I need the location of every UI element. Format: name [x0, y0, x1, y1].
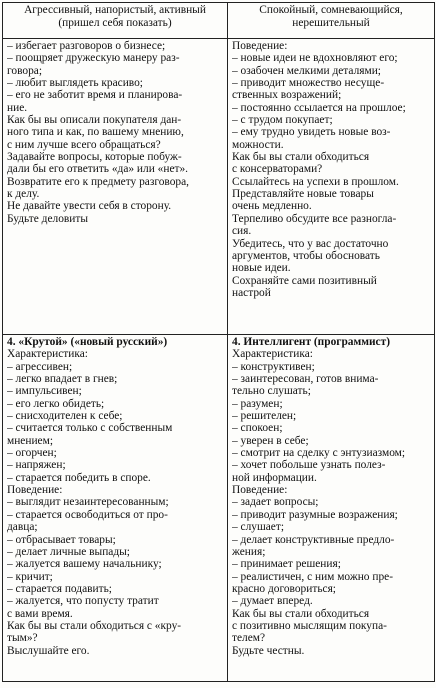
text-line: – принимает решения;	[232, 558, 341, 571]
text-line: – спокоен;	[232, 422, 283, 435]
text-line: – задает вопросы;	[232, 496, 319, 509]
text-line: – старается освободиться от про-	[7, 508, 168, 521]
text-line: Будьте честны.	[232, 644, 305, 657]
text-line: – считается только с собственным	[7, 422, 173, 435]
text-line: – делает конструктивные предло-	[232, 533, 395, 546]
text-line: Представляйте новые товары	[232, 188, 374, 201]
text-line: давца;	[7, 521, 38, 534]
text-line: – озабочен мелкими деталями;	[232, 64, 381, 77]
buyer-types-table	[2, 2, 435, 682]
text-line: – постоянно ссылается на прошлое;	[232, 101, 406, 114]
text-line: новые идеи.	[232, 262, 291, 275]
text-line: – новые идеи не вдохновляют его;	[232, 52, 398, 65]
text-line: красно договориться;	[232, 582, 336, 595]
bottom-right-lines	[232, 348, 430, 657]
text-line: – делает личные выпады;	[7, 545, 130, 558]
text-line: жения;	[232, 545, 266, 558]
text-line: тельно слушать;	[232, 385, 311, 398]
text-line: – старается победить в споре.	[7, 471, 151, 484]
header-right-line: нерешительный	[292, 17, 370, 29]
text-line: мнением;	[7, 434, 53, 447]
text-line: с консерваторами?	[232, 163, 323, 176]
text-line: ственных возражений;	[232, 89, 342, 102]
text-line: – старается подавить;	[7, 582, 112, 595]
header-right-cell	[228, 3, 435, 39]
text-line: тым»?	[7, 632, 38, 645]
text-line: Как бы вы стали обходиться с «кру-	[7, 619, 182, 632]
text-line: – слушает;	[232, 521, 285, 534]
text-line: Как бы вы стали обходиться	[232, 607, 370, 620]
text-line: – конструктивен;	[232, 360, 315, 373]
text-line: ного типа и как, по вашему мнению,	[7, 126, 184, 139]
text-line: – избегает разговоров о бизнесе;	[7, 40, 166, 52]
text-line: – огорчен;	[7, 447, 57, 460]
text-line: говора;	[7, 64, 42, 77]
text-line: Как бы вы стали обходиться	[232, 151, 370, 164]
table-header-row	[3, 3, 435, 39]
text-line: Характеристика:	[7, 348, 88, 361]
text-line: – поощряет дружескую манеру раз-	[7, 52, 180, 65]
text-line: – разумен;	[232, 397, 283, 410]
section-title: 4. Интеллигент (программист)	[232, 336, 391, 348]
text-line: – его легко обидеть;	[7, 397, 105, 410]
text-line: Поведение:	[7, 484, 63, 497]
header-left-line: Агрессивный, напористый, активный	[24, 4, 206, 16]
header-right-line: Спокойный, сомневающийся,	[259, 4, 403, 16]
text-line: Возвратите его к предмету разговора,	[7, 175, 190, 188]
text-line: – решителен;	[232, 410, 297, 423]
text-line: – думает вперед.	[232, 595, 313, 608]
text-line: – отбрасывает товары;	[7, 533, 116, 546]
text-line: – реалистичен, с ним можно пре-	[232, 570, 393, 583]
text-line: – легко впадает в гнев;	[7, 373, 118, 386]
text-line: Будьте деловиты	[7, 212, 89, 225]
text-line: Поведение:	[232, 484, 288, 497]
text-line: сия.	[232, 225, 252, 238]
text-line: – смотрит на сделку с энтузиазмом;	[232, 447, 406, 460]
text-line: с позитивно мыслящим покупа-	[232, 619, 387, 632]
text-line: – снисходителен к себе;	[7, 410, 123, 423]
text-line: – с трудом покупает;	[232, 114, 333, 127]
text-line: Задавайте вопросы, которые побуж-	[7, 151, 182, 164]
text-line: ние.	[7, 101, 28, 114]
text-line: Выслушайте его.	[7, 644, 90, 657]
text-line: ной информации.	[232, 471, 317, 484]
top-right-cell	[228, 39, 435, 335]
text-line: Терпеливо обсудите все разногла-	[232, 212, 397, 225]
header-left-line: (пришел себя показать)	[58, 17, 172, 29]
text-line: Ссылайтесь на успехи в прошлом.	[232, 175, 399, 188]
text-line: телем?	[232, 632, 266, 645]
text-line: аргументов, чтобы обосновать	[232, 249, 380, 262]
text-line: Убедитесь, что у вас достаточно	[232, 237, 389, 250]
text-line: – заинтересован, готов внима-	[232, 373, 379, 386]
bottom-right-cell	[228, 335, 435, 682]
text-line: – выглядит незаинтересованным;	[7, 496, 169, 509]
text-line: – приводит множество несуще-	[232, 77, 385, 90]
section-title: 4. «Крутой» («новый русский»)	[7, 336, 168, 348]
table-row	[3, 39, 435, 335]
text-line: – его не заботит время и планирова-	[7, 89, 183, 102]
text-line: Как бы вы описали покупателя дан-	[7, 114, 182, 127]
bottom-left-lines	[7, 348, 223, 657]
text-line: с вами время.	[7, 607, 73, 620]
text-line: – жалуется, что попусту тратит	[7, 595, 159, 608]
text-line: – уверен в себе;	[232, 434, 309, 447]
text-line: – хочет побольше узнать полез-	[232, 459, 386, 472]
text-line: Не давайте увести себя в сторону.	[7, 200, 172, 213]
bottom-left-cell	[3, 335, 228, 682]
table-row	[3, 335, 435, 682]
top-right-lines	[232, 40, 430, 299]
text-line: дали бы его ответить «да» или «нет».	[7, 163, 189, 176]
text-line: – жалуется вашему начальнику;	[7, 558, 162, 571]
text-line: – приводит разумные возражения;	[232, 508, 398, 521]
text-line: Характеристика:	[232, 348, 313, 361]
text-line: с ним лучше всего обращаться?	[7, 138, 161, 151]
top-left-lines	[7, 40, 223, 225]
text-line: Сохраняйте сами позитивный	[232, 274, 377, 287]
text-line: Поведение:	[232, 40, 288, 52]
text-line: – любит выглядеть красиво;	[7, 77, 143, 90]
text-line: очень медленно.	[232, 200, 312, 213]
text-line: – кричит;	[7, 570, 53, 583]
header-left-cell	[3, 3, 228, 39]
text-line: можности.	[232, 138, 284, 151]
text-line: – импульсивен;	[7, 385, 82, 398]
top-left-cell	[3, 39, 228, 335]
text-line: настрой	[232, 286, 271, 299]
text-line: – ему трудно увидеть новые воз-	[232, 126, 391, 139]
text-line: – напряжен;	[7, 459, 66, 472]
text-line: – агрессивен;	[7, 360, 73, 373]
text-line: к делу.	[7, 188, 40, 201]
